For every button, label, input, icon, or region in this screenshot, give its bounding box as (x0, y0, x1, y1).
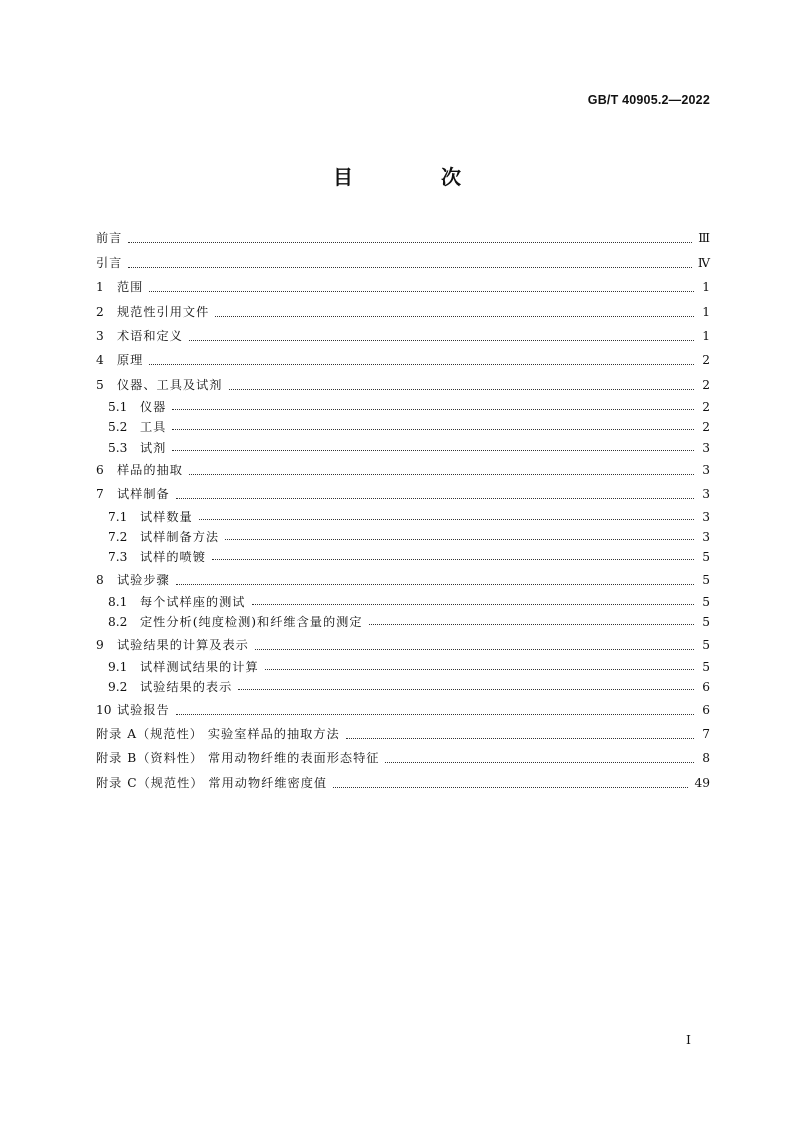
toc-entry-number: 7.3 (108, 550, 128, 565)
toc-entry-text: 前言 (96, 231, 123, 246)
toc-entry-number: 9.2 (108, 680, 128, 695)
toc-entry-label (96, 547, 206, 567)
dot-leader (172, 450, 694, 451)
toc-entry-label (96, 746, 379, 770)
dot-leader (212, 559, 694, 560)
toc-entry-number: 1 (96, 280, 104, 295)
toc-entry-text: 术语和定义 (117, 328, 183, 343)
toc-entry[interactable] (96, 324, 710, 348)
toc-entry-label (96, 592, 246, 612)
dot-leader (172, 429, 694, 430)
toc-entry-page: 2 (702, 353, 710, 368)
toc-entry-text: 试验结果的表示 (140, 680, 233, 695)
toc-entry-number: 7.2 (108, 530, 128, 544)
toc-entry-label (96, 507, 193, 527)
toc-entry-label (96, 482, 170, 506)
toc-entry-page: 3 (702, 509, 710, 524)
dot-leader (172, 409, 694, 410)
dot-leader (149, 364, 694, 365)
toc-entry[interactable] (96, 770, 710, 794)
toc-entry-number: 9.1 (108, 659, 128, 674)
toc-entry-text: 试剂 (140, 440, 167, 455)
dot-leader (149, 291, 694, 292)
toc-entry[interactable] (96, 592, 710, 612)
dot-leader (229, 389, 695, 390)
toc-entry-page: 6 (702, 680, 710, 695)
toc-entry-text: 试样数量 (140, 509, 193, 524)
toc-entry-text: 试样测试结果的计算 (140, 659, 259, 674)
dot-leader (176, 714, 694, 715)
toc-entry-page: Ⅲ (698, 231, 710, 246)
toc-entry[interactable] (96, 722, 710, 746)
toc-entry-label (96, 633, 249, 657)
toc-entry-text: 附录 C（规范性） 常用动物纤维密度值 (96, 775, 328, 790)
toc-entry[interactable] (96, 612, 710, 632)
toc-entry-page: 7 (702, 727, 710, 742)
toc-entry-text: 试样制备方法 (140, 530, 220, 544)
dot-leader (225, 539, 694, 540)
toc-entry-label (96, 771, 327, 795)
toc-entry[interactable] (96, 226, 710, 250)
toc-entry-number: 5 (96, 377, 104, 392)
toc-entry-label (96, 226, 122, 250)
dot-leader (346, 738, 694, 739)
toc-entry[interactable] (96, 397, 710, 417)
toc-entry-label (96, 568, 170, 592)
standard-code: GB/T 40905.2—2022 (587, 93, 710, 107)
dot-leader (385, 762, 694, 763)
toc-entry[interactable] (96, 567, 710, 591)
dot-leader (265, 669, 694, 670)
toc-entry-label (96, 373, 223, 397)
toc-entry[interactable] (96, 657, 710, 677)
dot-leader (255, 649, 694, 650)
toc-entry-page: 1 (702, 280, 710, 295)
dot-leader (333, 787, 688, 788)
toc-entry[interactable] (96, 482, 710, 506)
toc-entry-number: 7 (96, 487, 104, 502)
toc-entry-label (96, 698, 170, 722)
toc-entry[interactable] (96, 458, 710, 482)
toc-entry[interactable] (96, 506, 710, 526)
toc-entry-page: 49 (694, 775, 710, 790)
toc-entry-number: 8.1 (108, 594, 128, 609)
toc-entry-label (96, 527, 219, 547)
toc-entry-text: 工具 (140, 420, 167, 435)
toc-entry-page: Ⅳ (697, 255, 710, 270)
toc-entry-page: 5 (702, 550, 710, 565)
toc-entry-number: 4 (96, 353, 104, 368)
toc-entry-page: 2 (702, 377, 710, 392)
dot-leader (189, 340, 694, 341)
dot-leader (176, 584, 694, 585)
toc-entry-text: 原理 (117, 353, 144, 368)
toc-entry-label (96, 397, 166, 417)
toc-entry-label (96, 417, 166, 437)
dot-leader (238, 689, 694, 690)
toc-entry[interactable] (96, 348, 710, 372)
toc-entry-page: 3 (702, 440, 710, 455)
dot-leader (369, 624, 694, 625)
toc-entry[interactable] (96, 275, 710, 299)
toc-entry-page: 1 (702, 304, 710, 319)
toc-entry-page: 5 (702, 659, 710, 674)
toc-entry[interactable] (96, 527, 710, 547)
toc-entry-page: 6 (702, 702, 710, 717)
dot-leader (176, 498, 694, 499)
toc-entry-page: 3 (702, 487, 710, 502)
dot-leader (199, 519, 694, 520)
toc-entry-label (96, 324, 183, 348)
toc-entry-number: 7.1 (108, 509, 128, 524)
toc-entry[interactable] (96, 250, 710, 274)
toc-entry[interactable] (96, 437, 710, 457)
toc-entry-label (96, 458, 183, 482)
dot-leader (128, 267, 691, 268)
toc-entry-text: 规范性引用文件 (117, 304, 210, 319)
toc-entry-label (96, 657, 259, 677)
table-of-contents (96, 226, 710, 795)
toc-entry-page: 5 (702, 637, 710, 652)
toc-entry-number: 5.3 (108, 440, 128, 455)
toc-entry-text: 定性分析(纯度检测)和纤维含量的测定 (140, 615, 363, 630)
toc-entry-label (96, 438, 166, 458)
toc-entry[interactable] (96, 677, 710, 697)
toc-entry-page: 5 (702, 572, 710, 587)
toc-entry-page: 2 (702, 400, 710, 415)
page-number: I (686, 1032, 691, 1047)
toc-entry-number: 10 (96, 702, 112, 717)
toc-entry-number: 8 (96, 572, 104, 587)
toc-entry-page: 1 (702, 328, 710, 343)
toc-entry-text: 试验结果的计算及表示 (117, 637, 249, 652)
toc-entry[interactable] (96, 632, 710, 656)
toc-entry-page: 2 (702, 420, 710, 435)
toc-entry-label (96, 612, 363, 632)
toc-entry-page: 5 (702, 615, 710, 630)
toc-entry-page: 3 (702, 530, 710, 544)
toc-entry-text: 每个试样座的测试 (140, 594, 246, 609)
toc-entry-number: 6 (96, 463, 104, 478)
toc-entry[interactable] (96, 417, 710, 437)
toc-entry-text: 附录 B（资料性） 常用动物纤维的表面形态特征 (96, 751, 380, 766)
toc-entry-label (96, 348, 143, 372)
toc-entry[interactable] (96, 547, 710, 567)
toc-entry-number: 2 (96, 304, 104, 319)
toc-entry[interactable] (96, 697, 710, 721)
toc-entry-text: 范围 (117, 280, 144, 295)
toc-entry-text: 试验步骤 (117, 572, 170, 587)
toc-entry-number: 3 (96, 328, 104, 343)
toc-entry-text: 试样的喷镀 (140, 550, 206, 565)
toc-entry-page: 8 (702, 751, 710, 766)
toc-entry-page: 3 (702, 463, 710, 478)
toc-entry[interactable] (96, 372, 710, 396)
toc-entry[interactable] (96, 746, 710, 770)
dot-leader (189, 474, 694, 475)
page-title: 目 次 (333, 165, 495, 189)
toc-entry-text: 仪器、工具及试剂 (117, 377, 223, 392)
dot-leader (252, 604, 695, 605)
toc-entry-text: 样品的抽取 (117, 463, 183, 478)
toc-entry-text: 试样制备 (117, 487, 170, 502)
dot-leader (128, 242, 692, 243)
toc-entry-label (96, 677, 232, 697)
toc-entry-number: 5.1 (108, 400, 128, 415)
toc-entry-text: 附录 A（规范性） 实验室样品的抽取方法 (96, 727, 340, 742)
toc-entry-number: 5.2 (108, 420, 128, 435)
toc-entry-label (96, 251, 122, 275)
toc-entry-label (96, 300, 209, 324)
toc-entry-label (96, 722, 340, 746)
toc-entry-number: 9 (96, 637, 104, 652)
toc-entry-page: 5 (702, 594, 710, 609)
dot-leader (215, 316, 694, 317)
toc-entry-text: 引言 (96, 255, 123, 270)
toc-entry-text: 仪器 (140, 400, 167, 415)
toc-entry-number: 8.2 (108, 615, 128, 630)
toc-entry-label (96, 275, 143, 299)
toc-entry[interactable] (96, 299, 710, 323)
toc-entry-text: 试验报告 (117, 702, 170, 717)
